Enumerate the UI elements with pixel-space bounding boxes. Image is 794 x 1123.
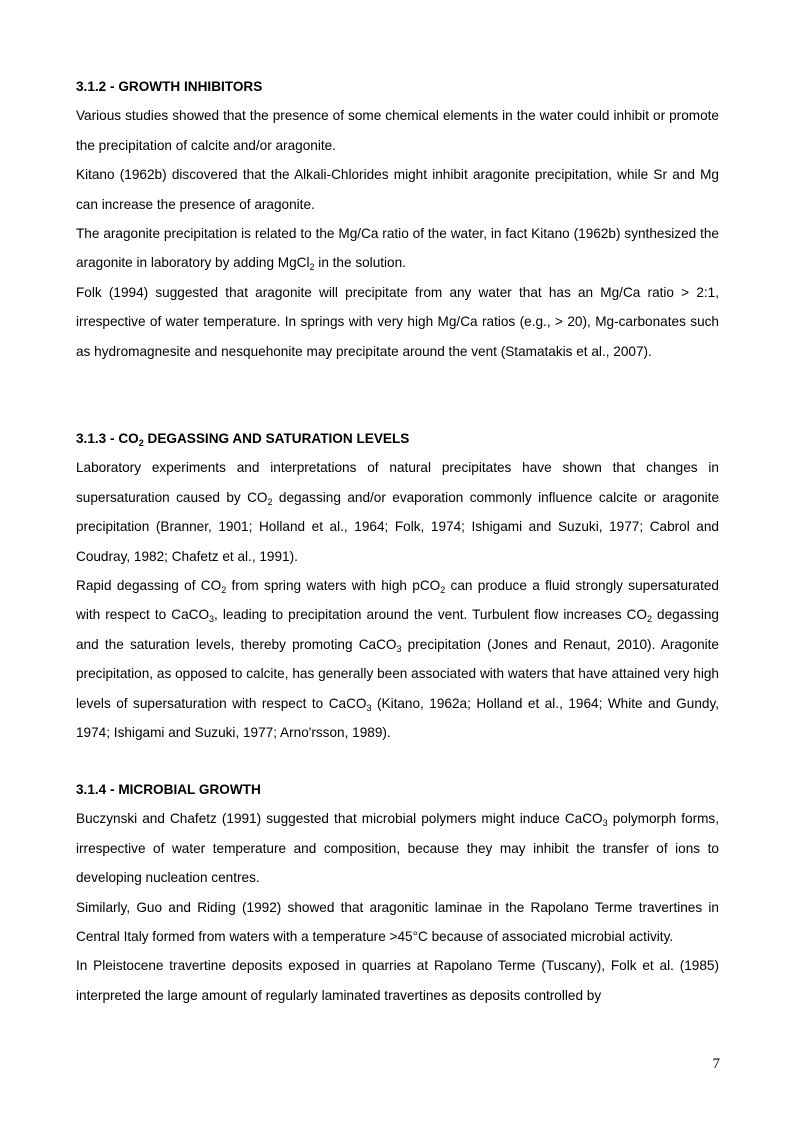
paragraph: Folk (1994) suggested that aragonite will precipitate from any water that has an Mg/Ca ratio > 2:1, irrespective of water temperature. In springs with very high Mg/Ca ratios (e.g., > 20), Mg-carbonates such as hydromagnesite and nesquehonite may precipitate around the vent (Stamatakis et al., 2007).: [76, 284, 719, 359]
paragraph: Rapid degassing of $CO_2$ from spring waters with high pCO$_2$ can produce a fluid strongly supersaturated with respect to CaCO$_3$, leading to precipitation around the vent. Turbulent flow increases $CO_2$ degassing and the saturation levels, thereby promoting CaCO$_3$ precipitation (Jones and Renaut, 2010). Aragonite precipitation, as opposed to calcite, has generally been associated with waters that have attained very high levels of supersaturation with respect to CaCO$_3$ (Kitano, 1962a; Holland et al., 1964; White and Gundy, 1974; Ishigami and Suzuki, 1977; Arno'rsson, 1989).: [76, 578, 720, 741]
paragraph: Buczynski and Chafetz (1991) suggested that microbial polymers might induce CaCO$_3$ polymorph forms, irrespective of water temperature and composition, because they may inhibit the transfer of ions to developing nucleation centres.: [76, 811, 719, 886]
paragraph: Kitano (1962b) discovered that the Alkali-Chlorides might inhibit aragonite precipitation, while Sr and Mg can increase the presence of aragonite.: [76, 167, 719, 212]
paragraph: Similarly, Guo and Riding (1992) showed that aragonitic laminae in the Rapolano Terme travertines in Central Italy formed from waters with a temperature >45°C because of associated microbial activity.: [76, 899, 719, 945]
section-heading: 3.1.2 - GROWTH INHIBITORS: [76, 79, 263, 94]
paragraph: Laboratory experiments and interpretations of natural precipitates have shown that changes in supersaturation caused by $CO_2$ degassing and/or evaporation commonly influence calcite or aragonite precipitation (Branner, 1901; Holland et al., 1964; Folk, 1974; Ishigami and Suzuki, 1977; Cabrol and Coudray, 1982; Chafetz et al., 1991).: [76, 460, 720, 564]
section-heading: $3.1.3 - CO_2$ DEGASSING AND SATURATION LEVELS: [76, 431, 410, 448]
section-growth-inhibitors: [76, 72, 719, 366]
page-number: 7: [712, 1056, 720, 1072]
paragraph: Various studies showed that the presence of some chemical elements in the water could inhibit or promote the precipitation of calcite and/or aragonite.: [76, 108, 719, 153]
section-co2-degassing: [76, 424, 719, 747]
section-microbial-growth: [76, 775, 719, 1010]
paragraph: In Pleistocene travertine deposits exposed in quarries at Rapolano Terme (Tuscany), Folk et al. (1985) interpreted the large amount of regularly laminated travertines as deposits controlled by: [76, 958, 719, 1003]
paragraph: The aragonite precipitation is related to the Mg/Ca ratio of the water, in fact Kitano (1962b) synthesized the aragonite in laboratory by adding MgCl$_2$ in the solution.: [76, 226, 719, 273]
section-heading: 3.1.4 - MICROBIAL GROWTH: [76, 782, 261, 797]
